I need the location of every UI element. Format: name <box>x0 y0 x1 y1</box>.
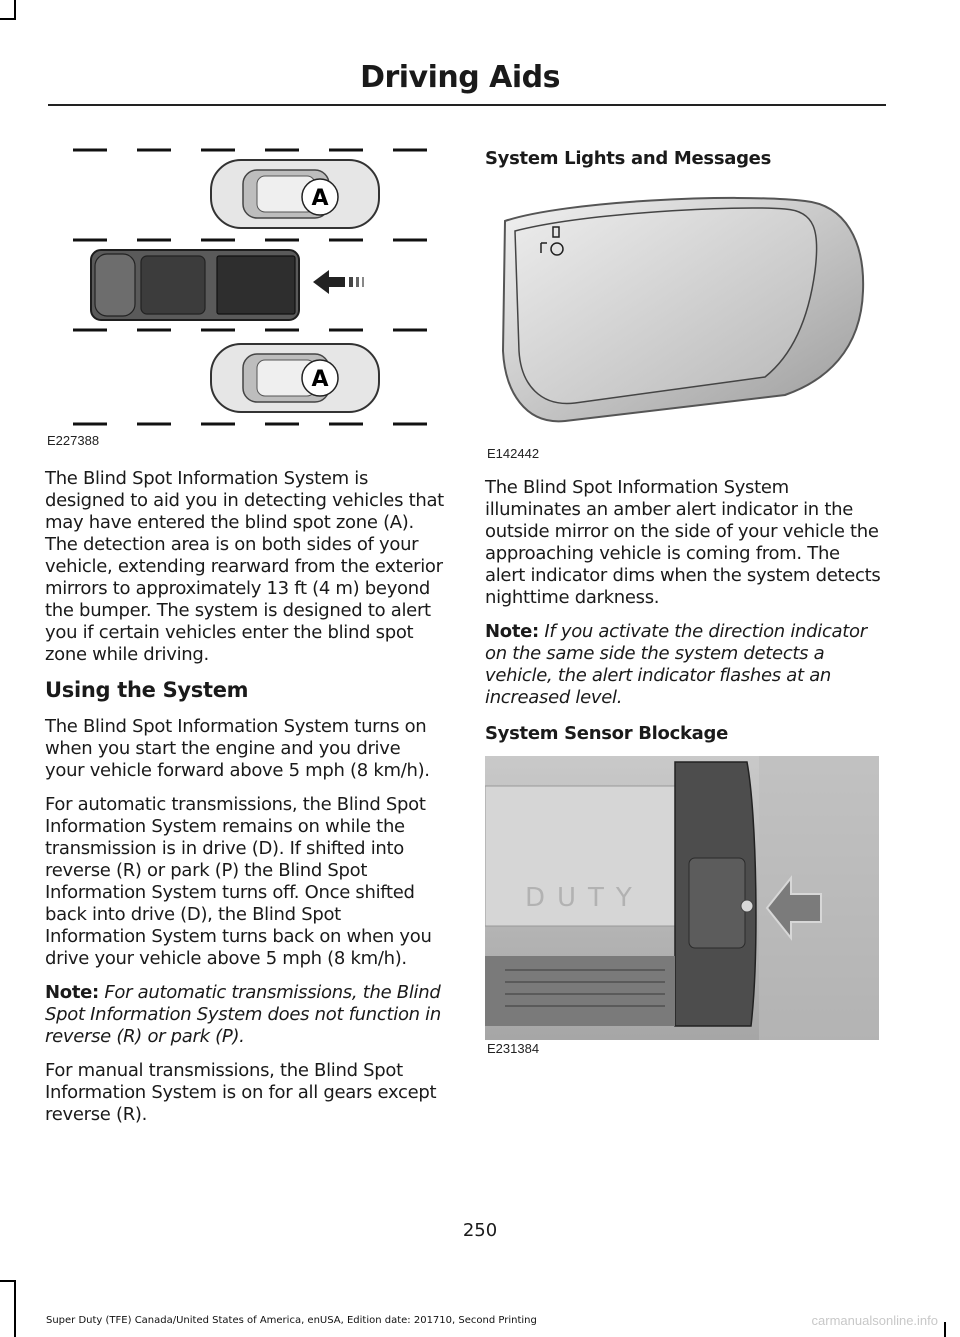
note-text: For automatic transmissions, the Blind Spot Information System does not function in reverse (R) or park (P). <box>45 982 441 1047</box>
car-bottom-icon <box>211 344 379 412</box>
right-column <box>485 148 885 1056</box>
page-title: Driving Aids <box>360 60 560 95</box>
note-label: Note: <box>45 982 99 1003</box>
using-paragraph-2: For automatic transmissions, the Blind Spot Information System remains on while the transmission is in drive (D). If shifted into reverse (R) or park (P) the Blind Spot Information System turns off. Once shifted back into drive (D), the Blind Spot Information System turns back on when you drive your vehicle above 5 mph (8 km/h). <box>45 794 432 969</box>
blind-spot-sensor-icon <box>741 900 753 912</box>
lights-paragraph: The Blind Spot Information System illuminates an amber alert indicator in the outside mirror on the side of your vehicle the approaching vehicle is coming from. The alert indicator dims when the system detects nighttime darkness. <box>485 477 881 608</box>
figure-code: E227388 <box>47 433 100 448</box>
header-rule <box>48 104 886 106</box>
blind-spot-zone-illustration <box>45 130 445 430</box>
note-text: If you activate the direction indicator on the same side the system detects a vehicle, the alert indicator flashes at an increased level. <box>485 621 867 708</box>
approach-arrow-icon <box>313 270 364 294</box>
note-paragraph <box>485 621 885 709</box>
crop-mark-bottom-right-v <box>944 1322 946 1337</box>
crop-mark-top-left-v <box>14 0 16 20</box>
manual-transmission-paragraph: For manual transmissions, the Blind Spot Information System is on for all gears except reverse (R). <box>45 1060 437 1125</box>
crop-mark-bottom-left-v <box>14 1280 16 1337</box>
intro-paragraph: The Blind Spot Information System is designed to aid you in detecting vehicles that may have entered the blind spot zone (A). The detection area is on both sides of your vehicle, extending rearward from the exterior mirrors to approximately 13 ft (4 m) beyond the bumper. The system is designed to alert you if certain vehicles enter the blind spot zone while driving. <box>45 468 444 665</box>
mirror-figure <box>485 181 885 461</box>
left-column <box>45 130 445 1138</box>
car-top-icon <box>211 160 379 228</box>
blind-spot-zone-figure <box>45 130 445 448</box>
figure-code: E142442 <box>487 446 540 461</box>
footer: Super Duty (TFE) Canada/United States of America, enUSA, Edition date: 201710, Second Printing <box>46 1315 537 1326</box>
note-paragraph <box>45 982 445 1048</box>
note-label: Note: <box>485 621 539 642</box>
watermark: carmanualsonline.info <box>811 1313 938 1328</box>
sensor-illustration <box>485 756 879 1040</box>
sensor-blockage-heading: System Sensor Blockage <box>485 723 728 744</box>
crop-mark-top-left-h <box>0 18 16 20</box>
mirror-illustration <box>485 181 885 443</box>
using-paragraph-1: The Blind Spot Information System turns on when you start the engine and you drive your vehicle forward above 5 mph (8 km/h). <box>45 716 430 781</box>
tailgate-lettering: DUTY <box>525 883 644 913</box>
using-system-heading: Using the System <box>45 678 249 702</box>
sensor-figure <box>485 756 885 1056</box>
zone-label-bottom: A <box>311 367 329 392</box>
system-lights-heading: System Lights and Messages <box>485 148 771 169</box>
pickup-truck-icon <box>91 250 299 320</box>
crop-mark-bottom-left-h <box>0 1280 16 1282</box>
zone-label-top: A <box>311 186 329 211</box>
figure-code: E231384 <box>487 1041 540 1056</box>
page-number: 250 <box>462 1220 498 1241</box>
